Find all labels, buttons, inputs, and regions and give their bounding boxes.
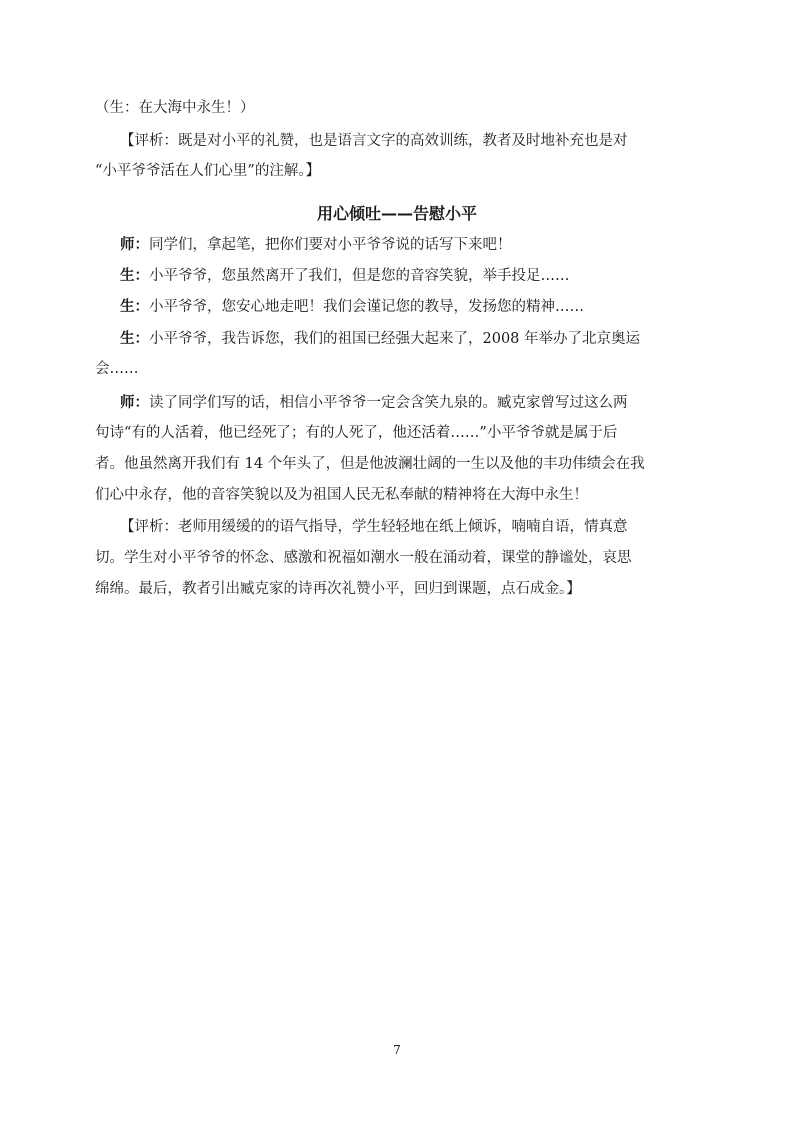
- commentary-line: “小平爷爷活在人们心里”的注解。】: [95, 163, 321, 179]
- commentary-line: 【评析：既是对小平的礼赞，也是语言文字的高效训练，教者及时地补充也是对: [120, 133, 628, 149]
- speaker-label: 生：: [120, 267, 149, 284]
- dialogue-text: 小平爷爷，我告诉您，我们的祖国已经强大起来了，2008 年举办了北京奥运: [149, 331, 641, 347]
- dialogue-continuation: 们心中永存，他的音容笑貌以及为祖国人民无私奉献的精神将在大海中永生！: [95, 487, 588, 503]
- dialogue-line: [120, 266, 570, 286]
- dialogue-text: 小平爷爷，您安心地走吧！我们会谨记您的教导，发扬您的精神……: [149, 299, 584, 315]
- speaker-label: 师：: [120, 236, 149, 253]
- dialogue-continuation: 会……: [95, 361, 139, 377]
- dialogue-text: 小平爷爷，您虽然离开了我们，但是您的音容笑貌，举手投足……: [149, 268, 570, 284]
- dialogue-continuation: 句诗“有的人活着，他已经死了；有的人死了，他还活着……”小平爷爷就是属于后: [95, 425, 618, 441]
- dialogue-line: [120, 235, 512, 255]
- speaker-label: 生：: [120, 330, 149, 347]
- dialogue-line: [120, 329, 640, 349]
- commentary-line: 【评析：老师用缓缓的的语气指导，学生轻轻地在纸上倾诉，喃喃自语，情真意: [120, 519, 628, 535]
- commentary-line: 切。学生对小平爷爷的怀念、感激和祝福如潮水一般在涌动着，课堂的静谧处，哀思: [95, 550, 632, 566]
- section-title: 用心倾吐——告慰小平: [316, 204, 477, 223]
- dialogue-text: 同学们，拿起笔，把你们要对小平爷爷说的话写下来吧！: [149, 237, 512, 253]
- speaker-label: 生：: [120, 298, 149, 315]
- student-answer: （生：在大海中永生！）: [95, 100, 255, 116]
- speaker-label: 师：: [120, 394, 149, 411]
- dialogue-continuation: 者。他虽然离开我们有 14 个年头了，但是他波澜壮阔的一生以及他的丰功伟绩会在我: [95, 456, 645, 472]
- dialogue-line: [120, 297, 584, 317]
- page-number: 7: [393, 1043, 401, 1057]
- commentary-line: 绵绵。最后，教者引出臧克家的诗再次礼赞小平，回归到课题，点石成金。】: [95, 581, 581, 597]
- dialogue-line: [120, 393, 628, 413]
- dialogue-text: 读了同学们写的话，相信小平爷爷一定会含笑九泉的。臧克家曾写过这么两: [149, 395, 628, 411]
